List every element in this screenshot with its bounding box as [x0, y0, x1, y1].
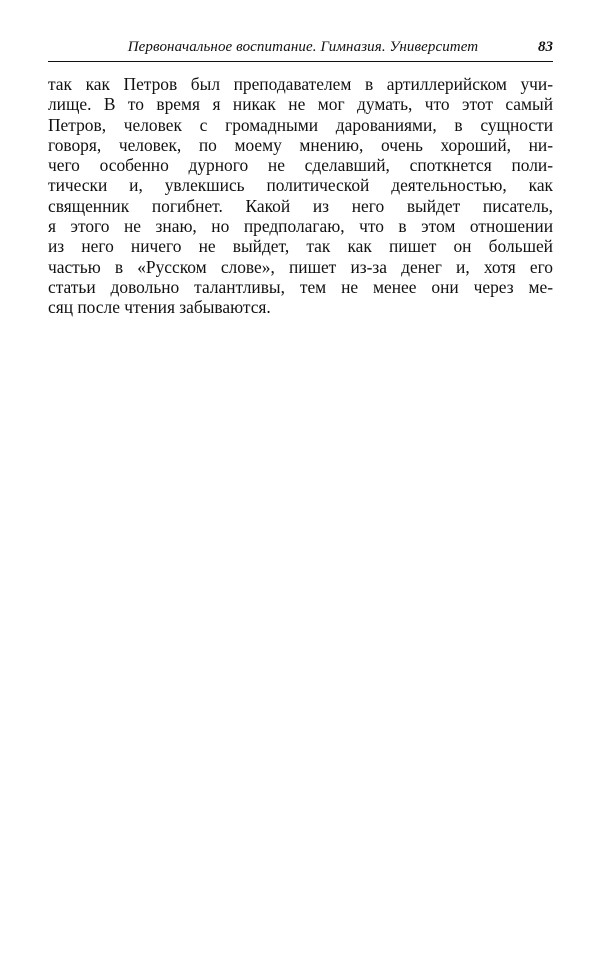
text-line: чего особенно дурного не сделавший, споткнется поли- — [48, 155, 553, 176]
text-line: так как Петров был преподавателем в артиллерийском учи- — [48, 74, 553, 94]
text-line: священник погибнет. Какой из него выйдет писатель, — [48, 195, 553, 216]
body-paragraph — [48, 74, 553, 318]
book-page — [48, 36, 553, 318]
running-title: Первоначальное воспитание. Гимназия. Университет — [127, 39, 479, 55]
page-number: 83 — [538, 39, 553, 55]
text-line: статьи довольно талантливы, тем не менее они через ме- — [48, 276, 553, 297]
text-line: частью в «Русском слове», пишет из-за денег и, хотя его — [48, 256, 553, 277]
text-line: сяц после чтения забываются. — [48, 297, 271, 318]
text-line: тически и, увлекшись политической деятельностью, как — [48, 175, 553, 196]
running-header — [48, 36, 553, 58]
text-line: Петров, человек с громадными дарованиями, в сущности — [48, 114, 553, 135]
text-line: из него ничего не выйдет, так как пишет он большей — [48, 236, 553, 257]
text-line: говоря, человек, по моему мнению, очень хороший, ни- — [48, 134, 553, 155]
text-line: я этого не знаю, но предполагаю, что в этом отношении — [48, 216, 553, 237]
header-rule — [48, 61, 553, 62]
text-line: лище. В то время я никак не мог думать, что этот самый — [48, 94, 553, 115]
